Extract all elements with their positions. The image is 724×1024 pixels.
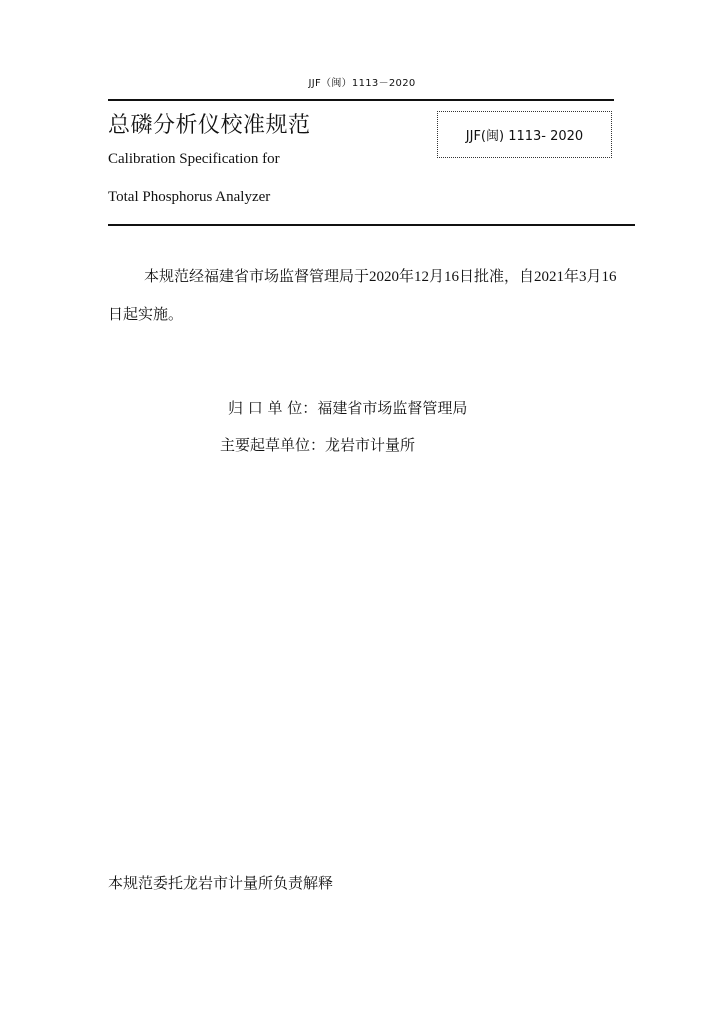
approval-statement: 本规范经福建省市场监督管理局于2020年12月16日批准，自2021年3月16日起实施。 — [108, 269, 617, 323]
drafting-unit-row — [220, 434, 415, 455]
drafting-unit-label: 主要起草单位： — [220, 436, 326, 454]
document-title-en-line2: Total Phosphorus Analyzer — [108, 189, 271, 205]
interpretation-note: 本规范委托龙岩市计量所负责解释 — [108, 876, 334, 892]
responsible-unit-row — [228, 397, 467, 418]
standard-code: JJF(闽) 1113- 2020 — [465, 129, 584, 144]
running-header: JJF（闽）1113－2020 — [308, 78, 416, 89]
document-title-en-line1: Calibration Specification for — [108, 151, 280, 167]
responsible-unit-label: 归 口 单 位： — [228, 399, 318, 417]
document-title-cn: 总磷分析仪校准规范 — [108, 113, 311, 138]
bottom-rule — [108, 224, 635, 226]
top-rule — [108, 99, 614, 101]
drafting-unit-value: 龙岩市计量所 — [325, 436, 416, 454]
standard-code-box — [437, 111, 612, 158]
responsible-unit-value: 福建省市场监督管理局 — [317, 399, 468, 417]
